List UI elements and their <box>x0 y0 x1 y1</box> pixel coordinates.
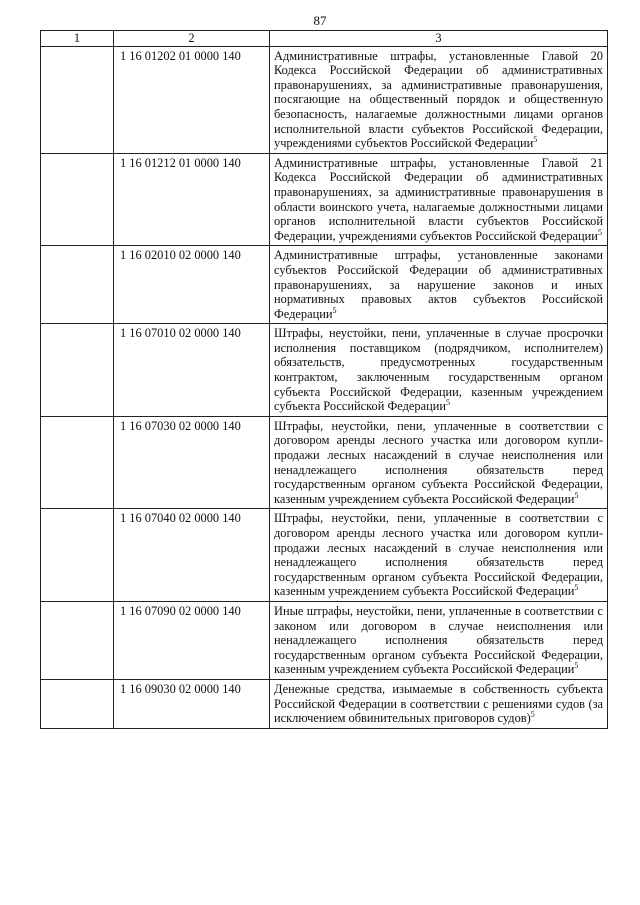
revenue-code: 1 16 01202 01 0000 140 <box>114 46 270 153</box>
table-row <box>41 246 608 324</box>
revenue-description-cell <box>270 416 608 509</box>
page-number: 87 <box>313 13 327 28</box>
footnote-mark: 5 <box>574 661 579 671</box>
revenue-description-cell <box>270 46 608 153</box>
description-text <box>274 156 603 244</box>
description: Штрафы, неустойки, пени, уплаченные в случае просрочки исполнения поставщиком (подрядчиком, исполнителем) обязательств, предусмотренных государственным контрактом, заключенным государственным органом субъекта Российской Федерации, казенным учреждением субъекта Российской Федерации <box>274 326 603 414</box>
revenue-codes-table <box>40 30 608 729</box>
revenue-description-cell <box>270 679 608 728</box>
description-text <box>274 326 603 414</box>
description: Административные штрафы, установленные Главой 21 Кодекса Российской Федерации об административных правонарушениях, за административные правонарушения в области воинского учета, налагаемые должностными лицами органов исполнительной власти субъектов Российской Федерации, учреждениями субъектов Российской Федерации <box>274 155 603 243</box>
table-header-row <box>41 31 608 47</box>
table-row <box>41 324 608 417</box>
table-row <box>41 679 608 728</box>
column-header-2: 2 <box>114 31 270 47</box>
empty-cell <box>41 509 114 602</box>
revenue-code: 1 16 07030 02 0000 140 <box>114 416 270 509</box>
description-text <box>274 682 603 726</box>
empty-cell <box>41 679 114 728</box>
footnote-mark: 5 <box>574 583 579 593</box>
column-header-1: 1 <box>41 31 114 47</box>
table-row <box>41 509 608 602</box>
revenue-code: 1 16 01212 01 0000 140 <box>114 153 270 246</box>
revenue-code: 1 16 07090 02 0000 140 <box>114 601 270 679</box>
empty-cell <box>41 46 114 153</box>
revenue-description-cell <box>270 246 608 324</box>
empty-cell <box>41 416 114 509</box>
table-row <box>41 46 608 153</box>
description-text <box>274 511 603 599</box>
table-row <box>41 153 608 246</box>
empty-cell <box>41 601 114 679</box>
footnote-mark: 5 <box>533 135 538 145</box>
description: Штрафы, неустойки, пени, уплаченные в соответствии с договором аренды лесного участка или договором купли-продажи лесных насаждений в случае неисполнения или ненадлежащего исполнения обязательств перед государственным органом субъекта Российской Федерации, казенным учреждением субъекта Российской Федерации <box>274 418 603 506</box>
revenue-code: 1 16 07010 02 0000 140 <box>114 324 270 417</box>
column-header-3: 3 <box>270 31 608 47</box>
revenue-description-cell <box>270 153 608 246</box>
revenue-description-cell <box>270 509 608 602</box>
footnote-mark: 5 <box>332 305 337 315</box>
description: Денежные средства, изымаемые в собственность субъекта Российской Федерации в соответствии с решениями судов (за исключением обвинительных приговоров судов) <box>274 681 603 726</box>
description: Административные штрафы, установленные Главой 20 Кодекса Российской Федерации об административных правонарушениях, за административные правонарушения, посягающие на общественный порядок и общественную безопасность, налагаемые должностными лицами органов исполнительной власти субъектов Российской Федерации, учреждениями субъектов Российской Федерации <box>274 48 603 151</box>
table-row <box>41 416 608 509</box>
description: Штрафы, неустойки, пени, уплаченные в соответствии с договором аренды лесного участка или договором купли-продажи лесных насаждений в случае неисполнения или ненадлежащего исполнения обязательств перед государственным органом субъекта Российской Федерации, казенным учреждением субъекта Российской Федерации <box>274 511 603 599</box>
revenue-description-cell <box>270 324 608 417</box>
footnote-mark: 5 <box>445 398 450 408</box>
footnote-mark: 5 <box>530 710 535 719</box>
revenue-code: 1 16 02010 02 0000 140 <box>114 246 270 324</box>
description-text <box>274 248 603 321</box>
description-text <box>274 604 603 677</box>
empty-cell <box>41 324 114 417</box>
description: Иные штрафы, неустойки, пени, уплаченные в соответствии с законом или договором в случае неисполнения или ненадлежащего исполнения обязательств перед государственным органом субъекта Российской Федерации, казенным учреждением субъекта Российской Федерации <box>274 603 603 677</box>
empty-cell <box>41 153 114 246</box>
revenue-description-cell <box>270 601 608 679</box>
empty-cell <box>41 246 114 324</box>
table-row <box>41 601 608 679</box>
footnote-mark: 5 <box>574 490 579 500</box>
description-text <box>274 49 603 151</box>
revenue-code: 1 16 07040 02 0000 140 <box>114 509 270 602</box>
footnote-mark: 5 <box>597 227 602 237</box>
description-text <box>274 419 603 507</box>
revenue-code: 1 16 09030 02 0000 140 <box>114 679 270 728</box>
description: Административные штрафы, установленные законами субъектов Российской Федерации об административных правонарушениях, за нарушение законов и иных нормативных правовых актов субъектов Российской Федерации <box>274 248 603 321</box>
